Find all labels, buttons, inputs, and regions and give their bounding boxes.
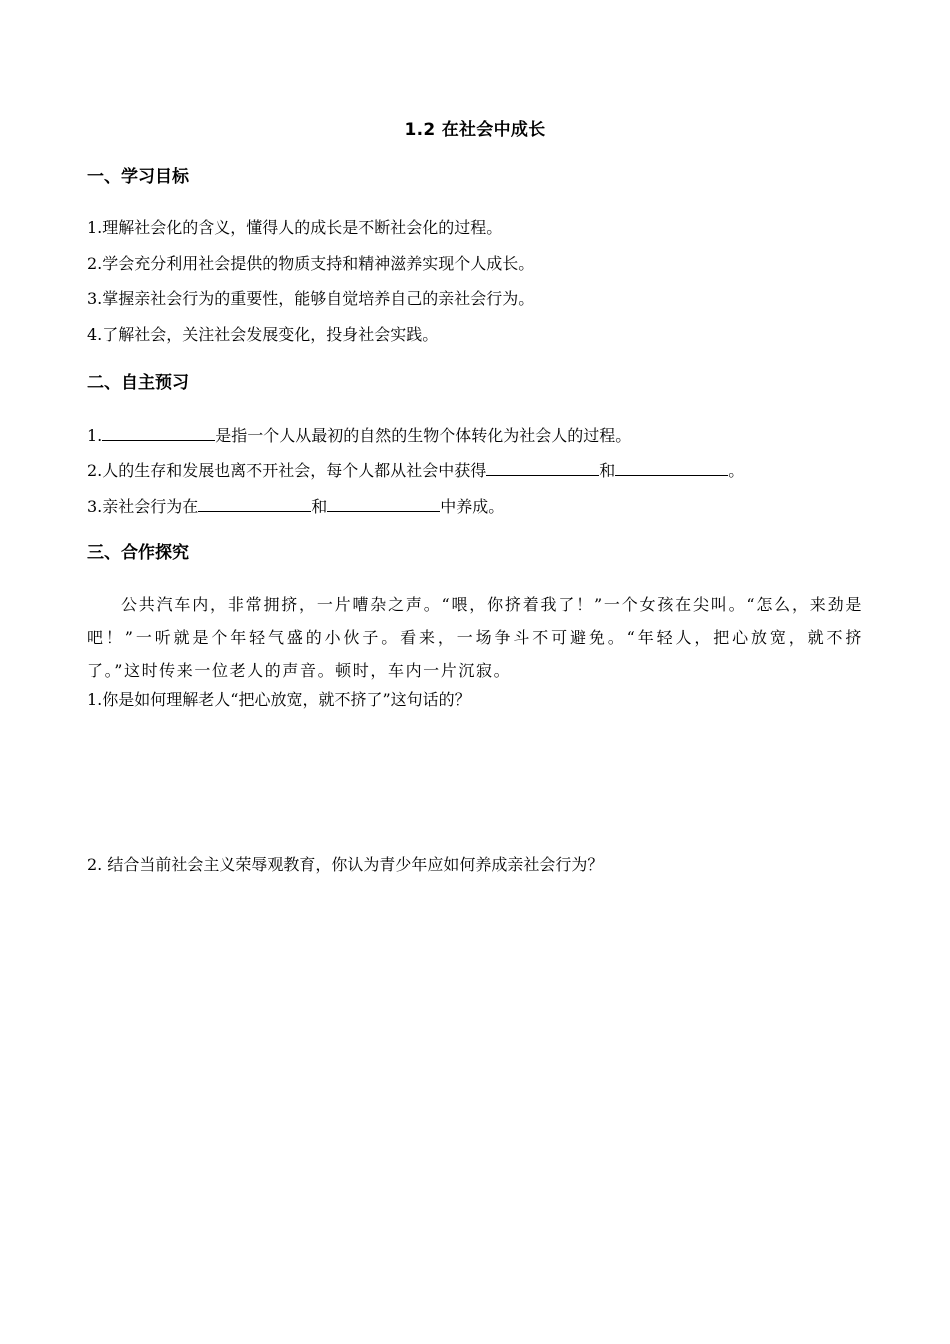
- goal-item: 3.掌握亲社会行为的重要性，能够自觉培养自己的亲社会行为。: [87, 289, 535, 308]
- preview-q1-suffix: 是指一个人从最初的自然的生物个体转化为社会人的过程。: [215, 426, 632, 445]
- fill-blank-3a[interactable]: [198, 493, 311, 512]
- fill-blank-1[interactable]: [102, 422, 215, 441]
- preview-q2-prefix: 2.人的生存和发展也离不开社会，每个人都从社会中获得: [87, 461, 487, 480]
- preview-q2-middle: 和: [599, 461, 616, 480]
- preview-q2-suffix: 。: [728, 461, 745, 480]
- goal-item: 2.学会充分利用社会提供的物质支持和精神滋养实现个人成长。: [87, 254, 535, 273]
- section-heading-inquiry: 三、合作探究: [87, 543, 189, 563]
- preview-q3-middle: 和: [311, 497, 328, 516]
- inquiry-question-1: 1.你是如何理解老人“把心放宽，就不挤了”这句话的？: [87, 690, 471, 709]
- fill-blank-2b[interactable]: [615, 457, 728, 476]
- section-heading-goals: 一、学习目标: [87, 167, 189, 187]
- preview-question-1: [87, 422, 631, 448]
- goal-item: 4.了解社会，关注社会发展变化，投身社会实践。: [87, 325, 439, 344]
- preview-question-2: [87, 457, 744, 483]
- fill-blank-3b[interactable]: [327, 493, 440, 512]
- page-title: 1.2 在社会中成长: [404, 120, 546, 140]
- goal-item: 1.理解社会化的含义，懂得人的成长是不断社会化的过程。: [87, 218, 503, 237]
- fill-blank-2a[interactable]: [486, 457, 599, 476]
- preview-q3-prefix: 3.亲社会行为在: [87, 497, 199, 516]
- preview-question-3: [87, 493, 504, 519]
- preview-q3-suffix: 中养成。: [440, 497, 505, 516]
- inquiry-question-2: 2. 结合当前社会主义荣辱观教育，你认为青少年应如何养成亲社会行为？: [87, 855, 604, 874]
- section-heading-preview: 二、自主预习: [87, 373, 189, 393]
- preview-q1-prefix: 1.: [87, 426, 103, 445]
- story-passage: 公共汽车内，非常拥挤，一片嘈杂之声。“喂，你挤着我了！”一个女孩在尖叫。“怎么，来劲是吧！”一听就是个年轻气盛的小伙子。看来，一场争斗不可避免。“年轻人，把心放宽，就不挤了。”这时传来一位老人的声音。顿时，车内一片沉寂。: [87, 595, 863, 680]
